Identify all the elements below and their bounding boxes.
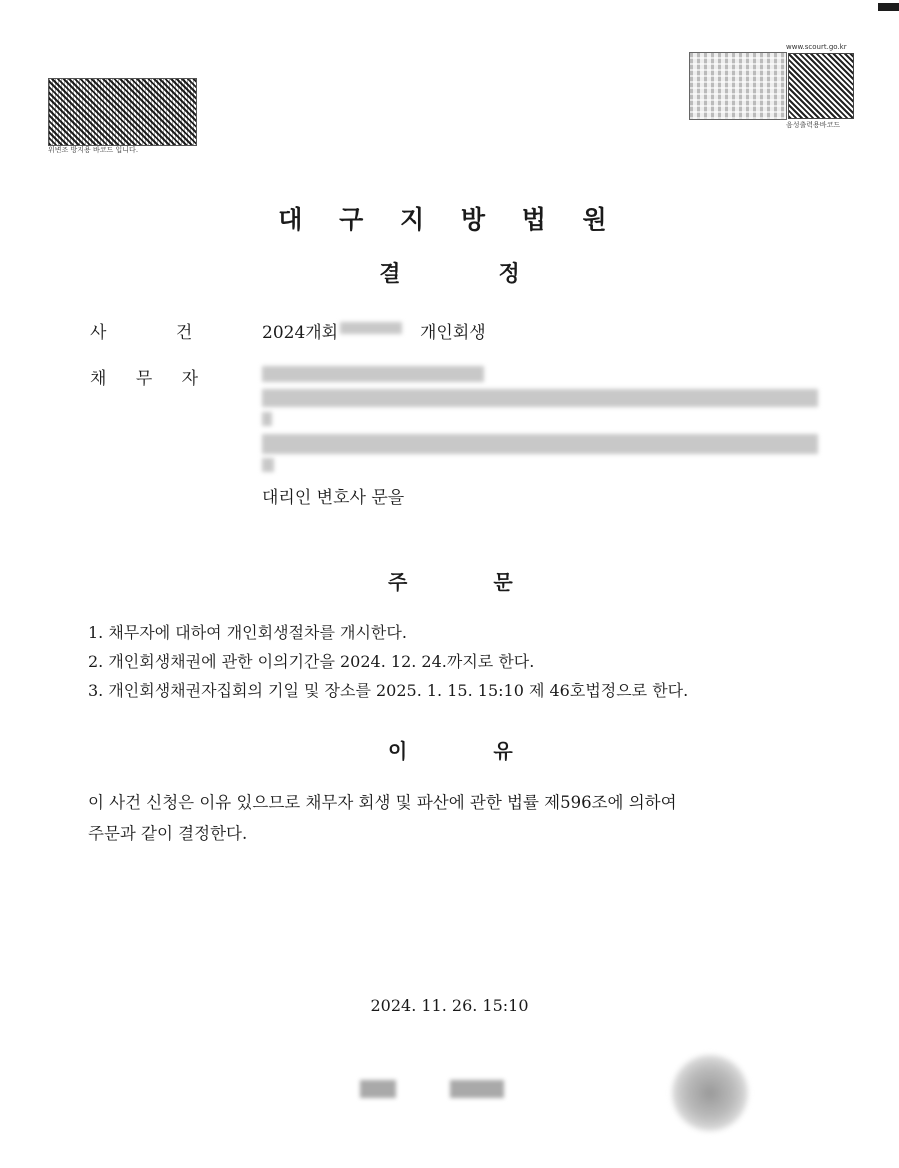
reason-line-2: 주문과 같이 결정한다. [88, 824, 248, 843]
anti-forgery-barcode [48, 78, 197, 146]
case-label [90, 318, 200, 343]
reason-heading-left: 이 [388, 739, 408, 763]
redacted-debtor-address-1 [262, 389, 818, 407]
redacted-debtor-address-2b [262, 458, 274, 472]
redacted-case-number [340, 322, 402, 334]
voice-output-barcode-caption: 음성출력용바코드 [786, 121, 841, 129]
voice-output-barcode [788, 53, 854, 119]
corner-mark [878, 3, 899, 11]
order-heading-left: 주 [388, 570, 408, 594]
case-number-prefix: 2024개회 [262, 323, 339, 343]
redacted-judge-name [450, 1080, 504, 1098]
reason-heading-right: 유 [493, 739, 513, 763]
order-heading-right: 문 [493, 570, 513, 594]
debtor-label: 채 무 자 [90, 369, 199, 389]
document-title-right: 정 [498, 262, 520, 287]
order-heading [388, 566, 513, 595]
printed-stamp-image [689, 52, 787, 120]
redacted-debtor-name [262, 366, 484, 382]
reason-line-1: 이 사건 신청은 이유 있으므로 채무자 회생 및 파산에 관한 법률 제596조에 의하여 [88, 793, 677, 812]
anti-forgery-barcode-caption: 위변조 방지용 바코드 입니다. [48, 146, 139, 154]
redacted-debtor-address-2 [262, 434, 818, 454]
case-type: 개인회생 [420, 323, 486, 343]
agent-attorney: 대리인 변호사 문을 [262, 488, 405, 508]
redacted-debtor-address-1b [262, 412, 272, 426]
court-url: www.scourt.go.kr [786, 43, 847, 51]
order-item-1: 1. 채무자에 대하여 개인회생절차를 개시한다. [88, 623, 407, 642]
order-item-2: 2. 개인회생채권에 관한 이의기간을 2024. 12. 24.까지로 한다. [88, 652, 535, 671]
reason-heading [388, 735, 513, 764]
document-title-left: 결 [379, 262, 401, 287]
decision-date: 2024. 11. 26. 15:10 [370, 996, 529, 1015]
case-label-text: 사 건 [90, 323, 193, 343]
redacted-judge-title [360, 1080, 396, 1098]
document-title [0, 257, 899, 288]
case-number [262, 318, 338, 343]
court-seal [672, 1055, 748, 1131]
court-name: 대 구 지 방 법 원 [278, 205, 621, 234]
order-item-3: 3. 개인회생채권자집회의 기일 및 장소를 2025. 1. 15. 15:10 제 46호법정으로 한다. [88, 681, 689, 700]
